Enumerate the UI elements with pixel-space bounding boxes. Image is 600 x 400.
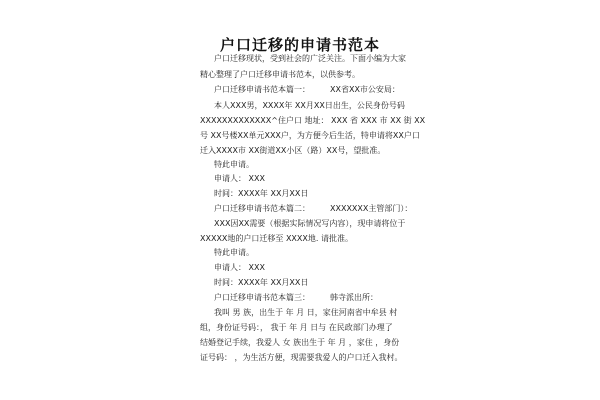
- document-line: 迁入XXXX市 XX街道XX小区（路）XX号，望批准。: [200, 146, 386, 155]
- document-line: XXXXX地的户口迁移至 XXXX地. 请批准。: [200, 234, 353, 243]
- document-line: XXX因XX需要（根据实际情况写内容），现申请将位于: [214, 219, 406, 228]
- document-line: 户口迁移申请书范本篇二： XXXXXXX主管部门）：: [214, 204, 413, 213]
- document-title: 户口迁移的申请书范本: [219, 36, 380, 54]
- document-line: 我叫 男 族，出生于 年 月 日，家住河南省中牟县 村: [214, 308, 398, 317]
- document-line: 结婚登记手续，我爱人 女 族出生于 年 月 ，家住 ，身份: [200, 338, 400, 347]
- document-line: 特此申请。: [214, 160, 254, 169]
- document-line: XXXXXXXXXXXXX^住户口 地址： XXX 省 XXX 市 XX 街 XX: [200, 116, 426, 125]
- document-line: 精心整理了户口迁移申请书范本，以供参考。: [200, 70, 360, 79]
- document-line: 时间：XXXX年 XX月XX日: [214, 189, 309, 198]
- document-line: 号 XX号楼XX单元XXX户，为方便今后生活，特申请将XX户口: [200, 131, 420, 140]
- document-line: 户口迁移现状，受到社会的广泛关注。下面小编为大家: [214, 54, 406, 63]
- document-line: 户口迁移申请书范本篇三： 韩寺派出所：: [214, 293, 378, 302]
- document-line: 时间：XXXX年 XX月XX日: [214, 278, 309, 287]
- document-line: 申请人： XXX: [214, 263, 265, 272]
- document-line: 组，身份证号码：， 我于 年 月 日与 在民政部门办理了: [200, 323, 393, 332]
- document-line: 申请人： XXX: [214, 174, 265, 183]
- document-line: 户口迁移申请书范本篇一： XX省XX市公安局：: [214, 85, 400, 94]
- document-line: 特此申请。: [214, 248, 254, 257]
- document-line: 证号码： ，为生活方便，现需要我爱人的户口迁入我村。: [200, 353, 403, 362]
- document-line: 本人XXX男，XXXX年 XX月XX日出生，公民身份号码: [214, 101, 405, 110]
